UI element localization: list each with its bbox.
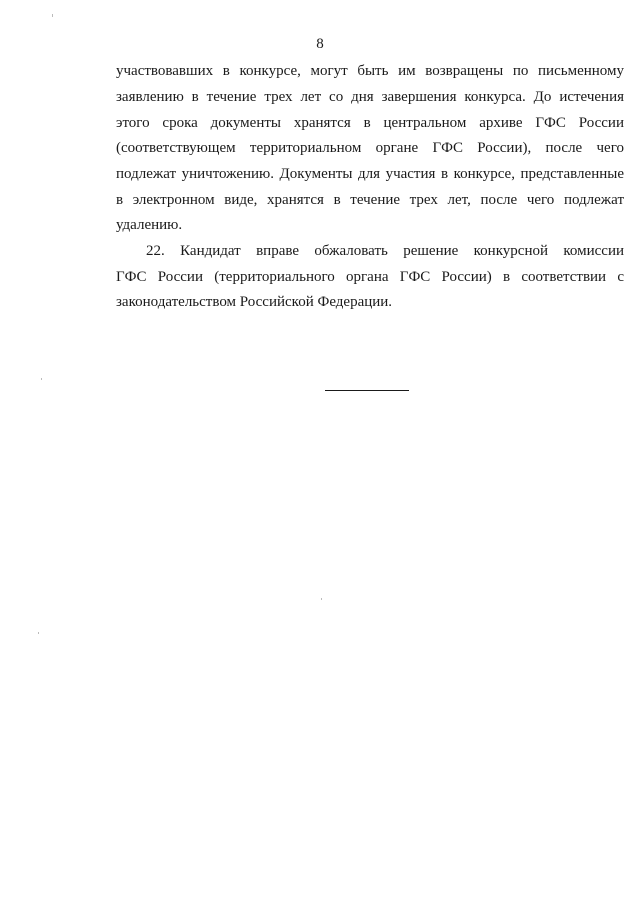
paragraph-1-line-6: в электронном виде, хранятся в течение трех лет, после чего подлежат xyxy=(116,192,624,208)
paragraph-1-line-5: подлежат уничтожению. Документы для участия в конкурсе, представленные xyxy=(116,166,624,182)
paragraph-22-line-1: 22. Кандидат вправе обжаловать решение конкурсной комиссии xyxy=(146,243,624,259)
paragraph-22-line-3: законодательством Российской Федерации. xyxy=(116,294,393,310)
page-number: 8 xyxy=(316,36,324,52)
paragraph-1-line-2: заявлению в течение трех лет со дня завершения конкурса. До истечения xyxy=(116,89,624,105)
paragraph-1-line-1: участвовавших в конкурсе, могут быть им возвращены по письменному xyxy=(116,63,624,79)
paragraph-1-line-4: (соответствующем территориальном органе ГФС России), после чего xyxy=(116,140,624,156)
end-separator-line xyxy=(325,390,409,391)
scan-speck xyxy=(38,632,39,634)
scan-speck xyxy=(321,598,322,600)
paragraph-1-line-3: этого срока документы хранятся в центральном архиве ГФС России xyxy=(116,115,624,131)
scan-speck xyxy=(52,14,53,17)
paragraph-22-line-2: ГФС России (территориального органа ГФС России) в соответствии с xyxy=(116,269,624,285)
paragraph-1-line-7: удалению. xyxy=(116,217,183,233)
scan-speck xyxy=(41,378,42,380)
